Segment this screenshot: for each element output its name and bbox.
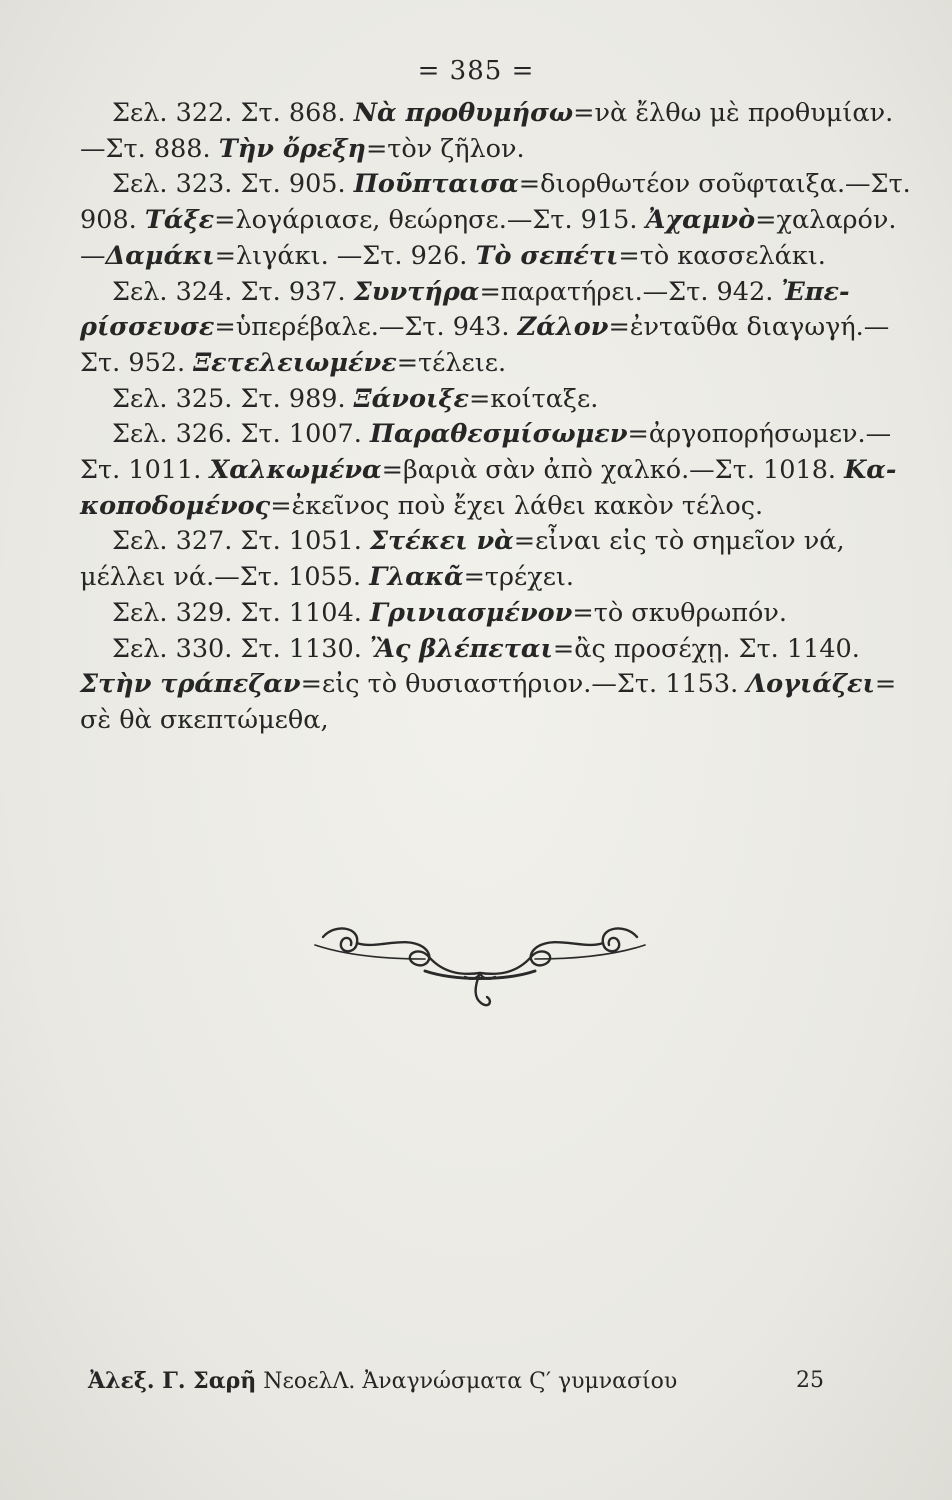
text-line bbox=[80, 667, 897, 703]
glossary-term: Γλακᾶ bbox=[369, 562, 464, 593]
decorative-ornament-icon bbox=[305, 915, 655, 1030]
text-segment: =ἂς προσέχῃ. Στ. 1140. bbox=[552, 633, 860, 664]
glossary-term: Τὸ σεπέτι bbox=[475, 240, 619, 271]
text-line bbox=[80, 596, 820, 632]
glossary-term: Λογιάζει bbox=[746, 669, 875, 700]
glossary-term: Κα- bbox=[844, 455, 897, 486]
text-segment: =βαριὰ σὰν ἀπὸ χαλκό.—Στ. 1018. bbox=[381, 455, 845, 486]
text-line bbox=[80, 310, 890, 346]
text-segment: =νὰ ἔλθω μὲ προθυμίαν. bbox=[573, 98, 894, 128]
text-segment: Σελ. 329. Στ. 1104. bbox=[112, 597, 370, 628]
glossary-term: Ἀχαμνὸ bbox=[645, 205, 756, 236]
text-segment: Σελ. 323. Στ. 905. bbox=[112, 169, 354, 200]
text-line bbox=[80, 167, 911, 203]
text-segment: =ἐκεῖνος ποὺ ἔχει λάθει κακὸν τέλος. bbox=[270, 490, 764, 521]
glossary-term: Ξάνοιξε bbox=[353, 383, 469, 414]
glossary-term: Στὴν τράπεζαν bbox=[80, 669, 301, 700]
text-segment: Στ. 1011. bbox=[80, 455, 210, 486]
footer-signature-number: 25 bbox=[796, 1368, 824, 1393]
glossary-text bbox=[80, 96, 911, 739]
glossary-term: Τὴν ὄρεξη bbox=[218, 133, 366, 164]
footer-author: Ἀλεξ. Γ. Σαρῆ bbox=[88, 1368, 257, 1394]
glossary-term: Ξετελειωμένε bbox=[193, 347, 397, 378]
text-line bbox=[80, 524, 845, 560]
text-line bbox=[80, 417, 892, 453]
text-segment: —Στ. 888. bbox=[80, 133, 219, 164]
text-line bbox=[80, 560, 820, 596]
text-segment: =τρέχει. bbox=[463, 562, 575, 593]
glossary-term: Στέκει νὰ bbox=[369, 526, 514, 557]
text-segment: =τὸν ζῆλον. bbox=[365, 133, 525, 164]
text-segment: = bbox=[874, 669, 897, 700]
text-segment: =τὸ κασσελάκι. bbox=[618, 240, 826, 271]
text-segment: =τέλειε. bbox=[396, 347, 507, 378]
text-line bbox=[80, 382, 820, 418]
footer-title: ΝεοελΛ. Ἀναγνώσματα Ϛ′ γυμνασίου bbox=[256, 1369, 678, 1394]
glossary-term: Ἐπε- bbox=[781, 276, 850, 307]
text-line bbox=[80, 132, 820, 168]
text-segment: =εἶναι εἰς τὸ σημεῖον νά, bbox=[513, 526, 845, 557]
text-line bbox=[80, 203, 897, 239]
text-segment: Σελ. 330. Στ. 1130. bbox=[112, 633, 370, 664]
text-segment: Σελ. 324. Στ. 937. bbox=[112, 276, 354, 307]
text-segment: =ἀργοπορήσωμεν.— bbox=[627, 419, 892, 450]
glossary-term: Παραθεσμίσωμεν bbox=[369, 419, 628, 450]
glossary-term: Ποῦπταισα bbox=[353, 169, 519, 200]
text-segment: =ὑπερέβαλε.—Στ. 943. bbox=[214, 312, 518, 343]
text-segment: μέλλει νά.—Στ. 1055. bbox=[80, 562, 370, 593]
text-line bbox=[80, 346, 820, 382]
text-segment: Σελ. 322. Στ. 868. bbox=[112, 98, 354, 128]
text-segment: 908. bbox=[80, 205, 145, 236]
text-line bbox=[80, 239, 826, 275]
text-segment: =χαλαρόν. bbox=[755, 205, 897, 236]
text-segment: =εἰς τὸ θυσιαστήριον.—Στ. 1153. bbox=[300, 669, 747, 700]
glossary-term: ρίσσευσε bbox=[80, 312, 215, 343]
text-line bbox=[80, 703, 820, 739]
text-segment: Σελ. 325. Στ. 989. bbox=[112, 383, 354, 414]
text-segment: σὲ θὰ σκεπτώμεθα, bbox=[80, 704, 329, 735]
glossary-term: Νὰ προθυμήσω bbox=[353, 98, 574, 128]
glossary-term: Δαμάκι bbox=[105, 240, 215, 271]
footer-book-info bbox=[88, 1368, 768, 1394]
glossary-term: Τάξε bbox=[144, 205, 215, 236]
text-segment: Στ. 952. bbox=[80, 347, 194, 378]
text-segment: =κοίταξε. bbox=[468, 383, 599, 414]
text-segment: =ἐνταῦθα διαγωγή.— bbox=[608, 312, 890, 343]
text-line bbox=[80, 489, 820, 525]
text-line bbox=[80, 96, 894, 132]
glossary-term: Χαλκωμένα bbox=[209, 455, 382, 486]
text-line bbox=[80, 632, 860, 668]
text-segment: Σελ. 326. Στ. 1007. bbox=[112, 419, 370, 450]
text-segment: =λογάριασε, θεώρησε.—Στ. 915. bbox=[214, 205, 646, 236]
page-number: = 385 = bbox=[417, 56, 535, 86]
glossary-term: Ζάλον bbox=[517, 312, 609, 343]
text-segment: =παρατήρει.—Στ. 942. bbox=[479, 276, 782, 307]
text-segment: =λιγάκι. —Στ. 926. bbox=[214, 240, 476, 271]
text-segment: =τὸ σκυθρωπόν. bbox=[572, 597, 788, 628]
text-line bbox=[80, 453, 897, 489]
text-segment: =διορθωτέον σοῦφταιξα.—Στ. bbox=[518, 169, 911, 200]
glossary-term: Ἂς βλέπεται bbox=[369, 633, 553, 664]
glossary-term: κοποδομένος bbox=[80, 490, 271, 521]
glossary-term: Συντήρα bbox=[353, 276, 480, 307]
text-segment: Σελ. 327. Στ. 1051. bbox=[112, 526, 370, 557]
text-line bbox=[80, 275, 850, 311]
text-segment: — bbox=[80, 240, 106, 271]
glossary-term: Γρινιασμένον bbox=[369, 597, 573, 628]
